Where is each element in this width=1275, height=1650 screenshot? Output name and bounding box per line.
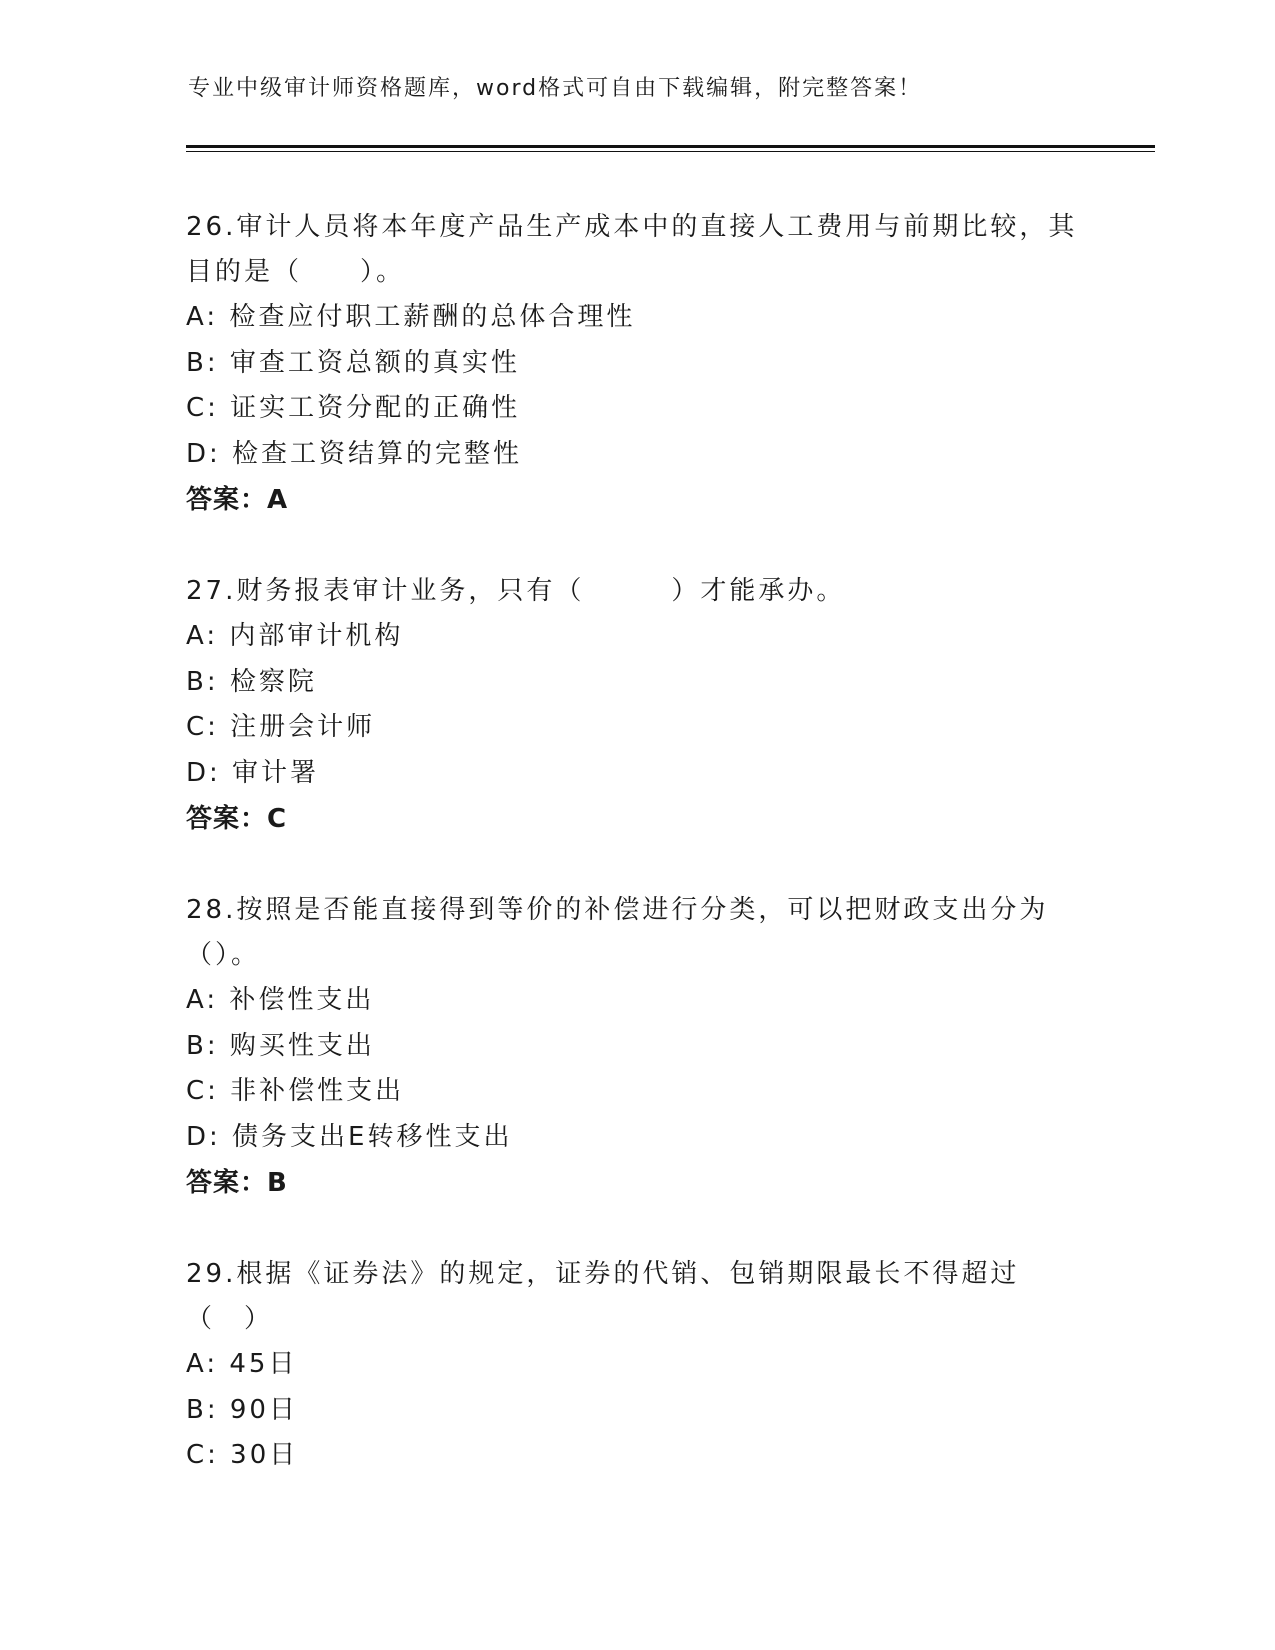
- question-28: [186, 888, 1086, 1206]
- option-c: C: 非补偿性支出: [186, 1076, 405, 1106]
- option-b: B: 审查工资总额的真实性: [186, 347, 520, 378]
- option-a: A: 检查应付职工薪酬的总体合理性: [186, 302, 636, 332]
- option-a: A: 补偿性支出: [186, 985, 375, 1015]
- option-b: B: 检察院: [186, 666, 317, 697]
- option-a: A: 内部审计机构: [186, 621, 404, 651]
- option-d: D: 债务支出E转移性支出: [186, 1121, 513, 1152]
- header-divider: [186, 145, 1155, 151]
- question-stem: 26.审计人员将本年度产品生产成本中的直接人工费用与前期比较，其目的是（ ）。: [186, 212, 1078, 287]
- question-list: [186, 205, 1086, 1525]
- option-d: D: 审计署: [186, 757, 320, 788]
- answer-line: 答案：C: [186, 804, 288, 834]
- question-stem: 28.按照是否能直接得到等价的补偿进行分类，可以把财政支出分为（）。: [186, 895, 1049, 970]
- question-stem: 27.财务报表审计业务，只有（ ）才能承办。: [186, 576, 846, 606]
- question-27: [186, 569, 1086, 842]
- option-a: A: 45日: [186, 1349, 298, 1379]
- page-header: 专业中级审计师资格题库，word格式可自由下载编辑，附完整答案！: [188, 76, 923, 101]
- answer-line: 答案：B: [186, 1168, 288, 1198]
- question-29: [186, 1252, 1086, 1479]
- option-b: B: 90日: [186, 1394, 298, 1425]
- option-b: B: 购买性支出: [186, 1030, 375, 1061]
- option-c: C: 注册会计师: [186, 712, 376, 742]
- question-stem: 29.根据《证券法》的规定，证券的代销、包销期限最长不得超过（ ）: [186, 1259, 1020, 1334]
- question-26: [186, 205, 1086, 523]
- option-c: C: 30日: [186, 1440, 299, 1470]
- option-d: D: 检查工资结算的完整性: [186, 438, 523, 469]
- option-c: C: 证实工资分配的正确性: [186, 393, 521, 423]
- answer-line: 答案：A: [186, 485, 289, 515]
